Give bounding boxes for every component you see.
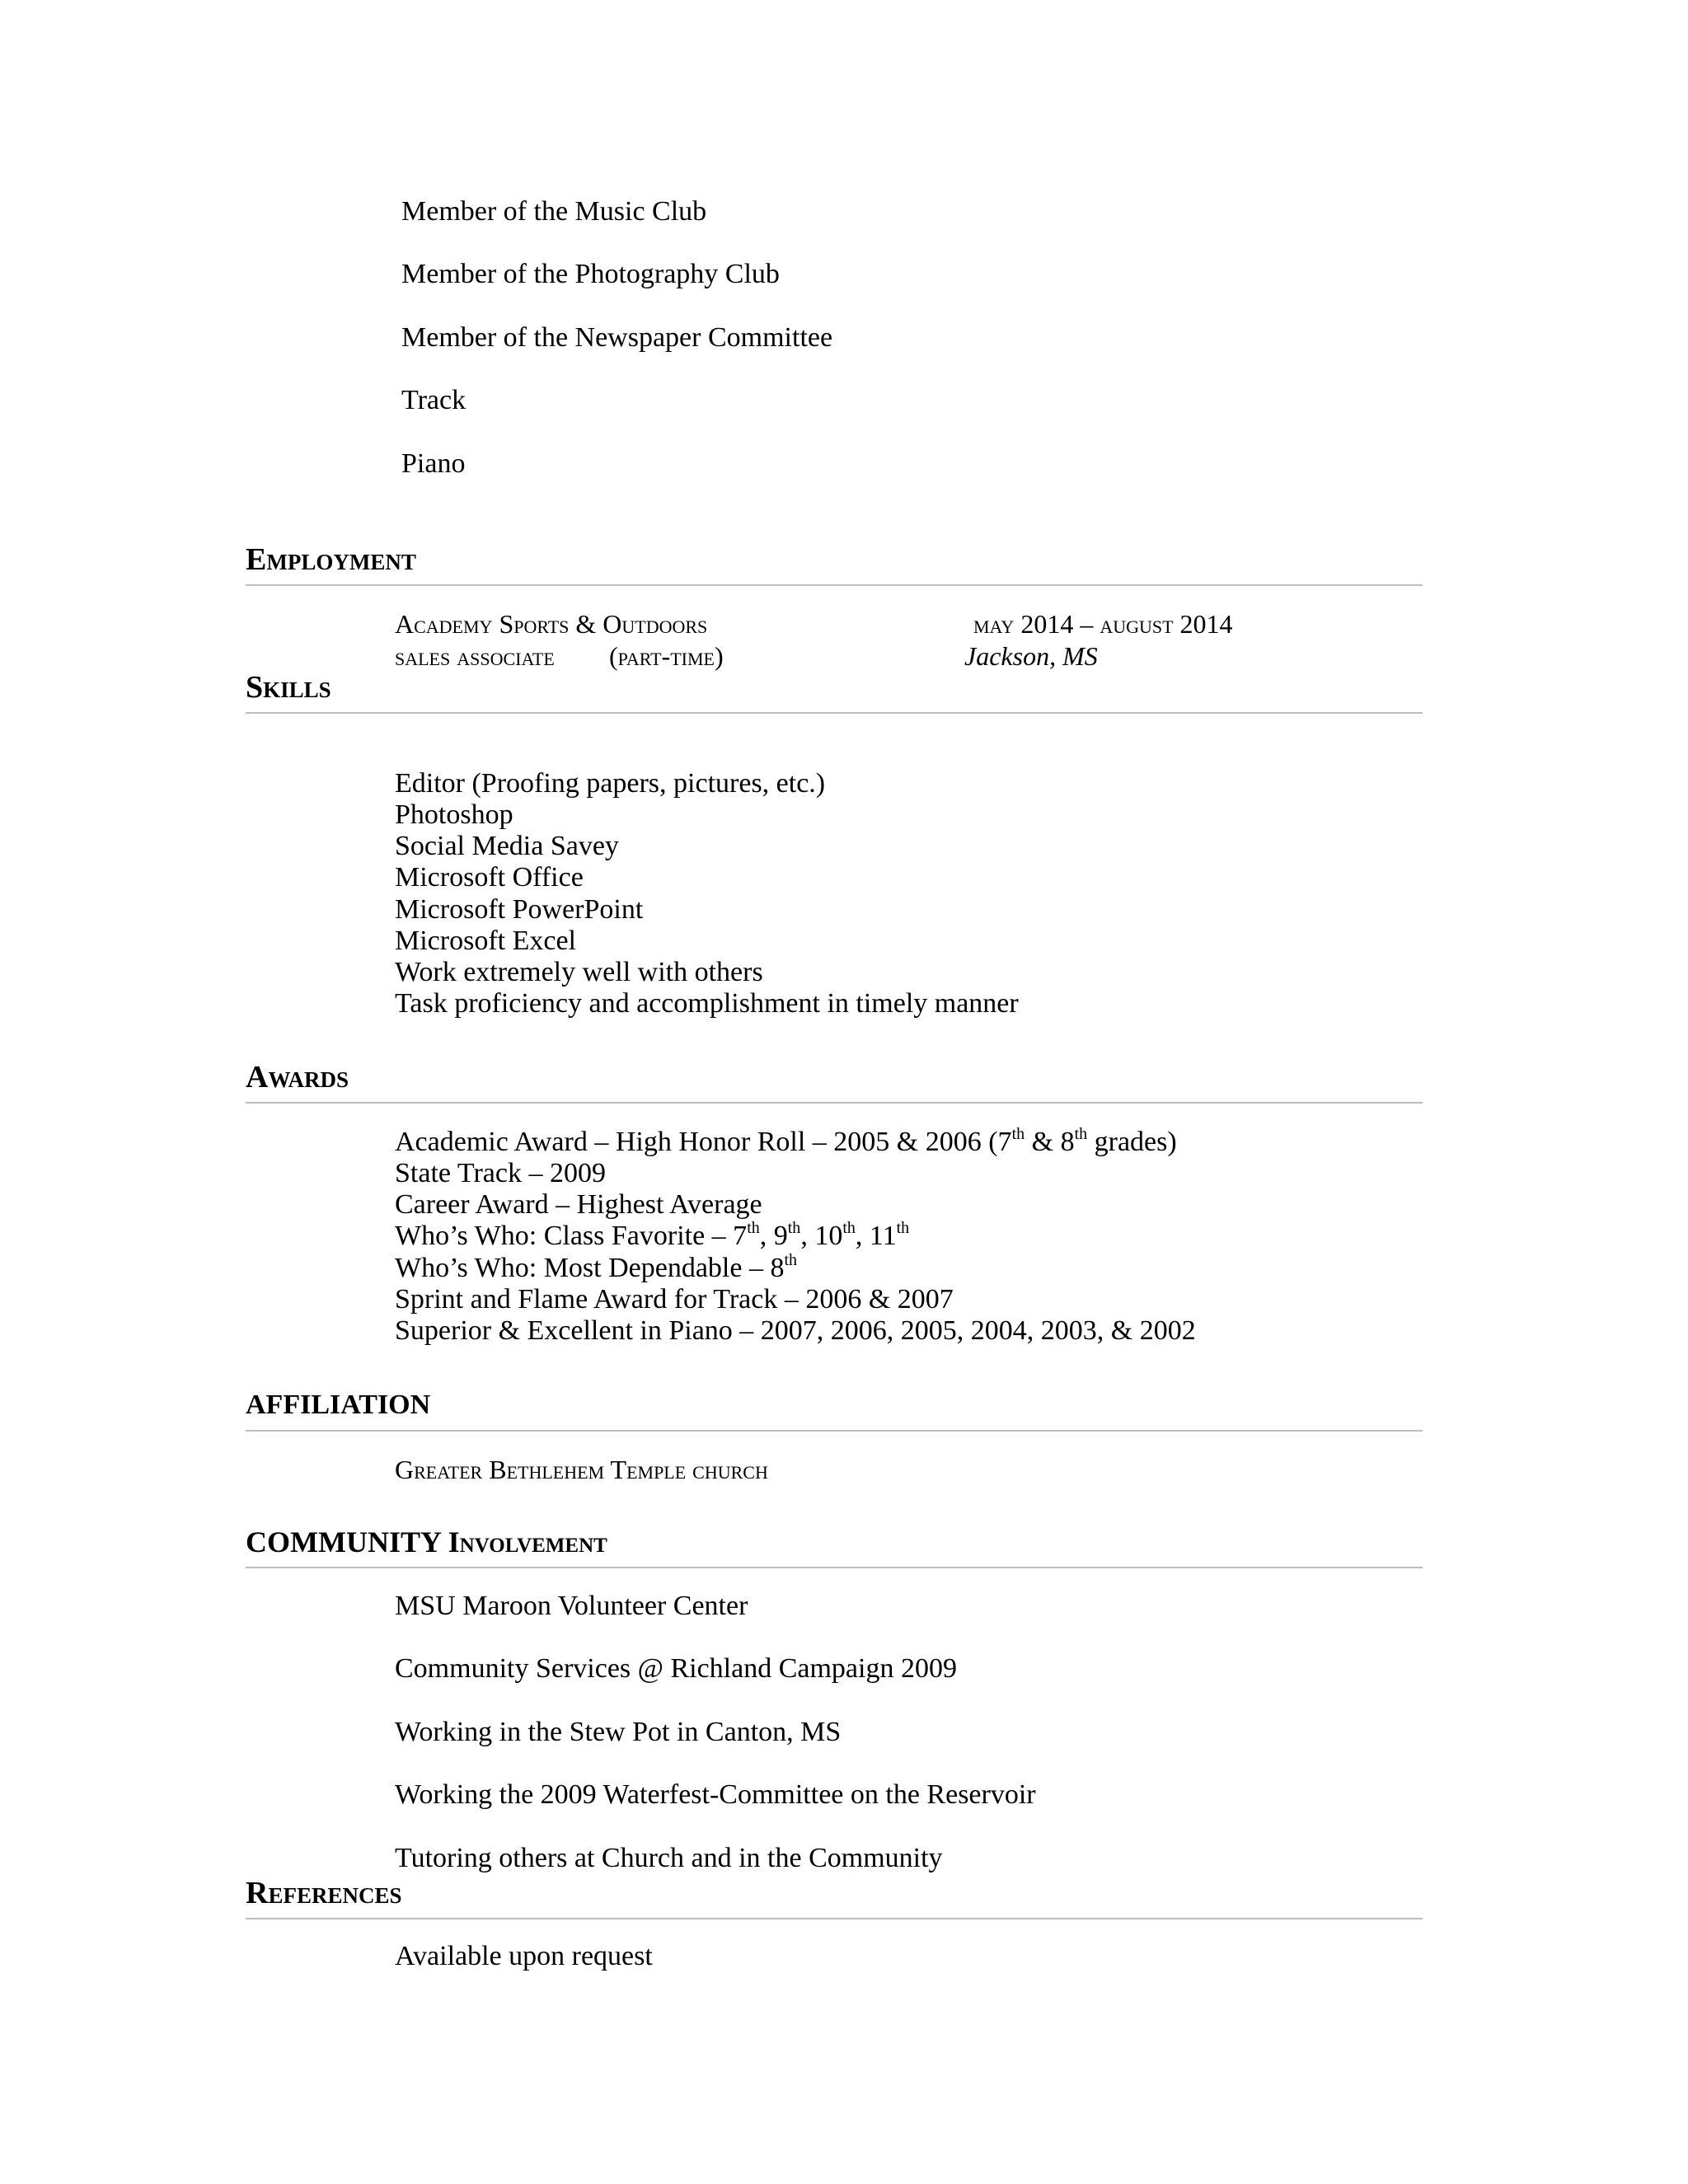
award-text: , 9 — [759, 1221, 788, 1251]
ordinal-suffix: th — [1011, 1125, 1025, 1143]
skill-item: Photoshop — [395, 799, 513, 830]
award-text: & 8 — [1025, 1127, 1075, 1157]
ordinal-suffix: th — [896, 1219, 910, 1237]
affiliation-item: Greater Bethlehem Temple church — [395, 1455, 768, 1484]
award-text: Who’s Who: Most Dependable – 8 — [395, 1253, 785, 1283]
community-item: Working the 2009 Waterfest-Committee on the Reservoir — [395, 1779, 1036, 1810]
employment-dates: may 2014 – august 2014 — [973, 609, 1233, 639]
references-text: Available upon request — [395, 1941, 653, 1971]
ordinal-suffix: th — [747, 1219, 760, 1237]
section-heading-label: References — [246, 1876, 402, 1910]
ordinal-suffix: th — [1074, 1125, 1088, 1143]
skill-item: Task proficiency and accomplishment in timely manner — [395, 988, 1019, 1019]
award-item: State Track – 2009 — [395, 1158, 606, 1188]
activity-item: Member of the Music Club — [401, 196, 707, 227]
community-item: Community Services @ Richland Campaign 2009 — [395, 1653, 957, 1684]
skill-item: Microsoft Office — [395, 862, 584, 893]
activity-item: Track — [401, 385, 467, 415]
award-item — [395, 1127, 1177, 1158]
section-heading-references — [246, 1875, 1423, 1919]
skill-item: Social Media Savey — [395, 831, 619, 861]
award-text: , 11 — [855, 1221, 897, 1251]
ordinal-suffix: th — [787, 1219, 801, 1237]
section-heading-awards — [246, 1059, 1423, 1104]
award-item: Superior & Excellent in Piano – 2007, 2006, 2005, 2004, 2003, & 2002 — [395, 1315, 1196, 1346]
community-item: Tutoring others at Church and in the Community — [395, 1843, 943, 1873]
section-heading-skills — [246, 669, 1423, 714]
skill-item: Work extremely well with others — [395, 957, 763, 987]
job-location: Jackson, MS — [964, 641, 1098, 671]
section-heading-community — [246, 1524, 1423, 1568]
section-heading-employment — [246, 541, 1423, 586]
section-heading-label: Employment — [246, 542, 416, 577]
award-text: Academic Award – High Honor Roll – 2005 & 2006 (7 — [395, 1127, 1012, 1157]
section-heading-affiliation — [246, 1387, 1423, 1432]
skill-item: Editor (Proofing papers, pictures, etc.) — [395, 768, 826, 799]
activity-item: Piano — [401, 448, 466, 479]
award-item: Career Award – Highest Average — [395, 1189, 762, 1220]
community-item: Working in the Stew Pot in Canton, MS — [395, 1717, 842, 1747]
ordinal-suffix: th — [842, 1219, 856, 1237]
ordinal-suffix: th — [784, 1251, 798, 1269]
employer-name: Academy Sports & Outdoors — [395, 609, 708, 639]
activity-item: Member of the Photography Club — [401, 259, 780, 289]
award-text: , 10 — [800, 1221, 843, 1251]
skill-item: Microsoft Excel — [395, 926, 576, 956]
job-type: (part-time) — [609, 641, 724, 671]
award-text: Who’s Who: Class Favorite – 7 — [395, 1221, 748, 1251]
section-heading-label: COMMUNITY Involvement — [246, 1526, 607, 1558]
job-title: sales associate — [395, 641, 555, 671]
award-item — [395, 1221, 909, 1252]
award-item: Sprint and Flame Award for Track – 2006 & 2007 — [395, 1284, 954, 1315]
community-item: MSU Maroon Volunteer Center — [395, 1591, 748, 1621]
award-text: grades) — [1087, 1127, 1177, 1157]
activity-item: Member of the Newspaper Committee — [401, 322, 833, 353]
section-heading-label: AFFILIATION — [246, 1390, 431, 1420]
section-heading-label: Skills — [246, 670, 331, 705]
award-item — [395, 1253, 797, 1284]
section-heading-label: Awards — [246, 1060, 349, 1094]
skill-item: Microsoft PowerPoint — [395, 894, 644, 925]
